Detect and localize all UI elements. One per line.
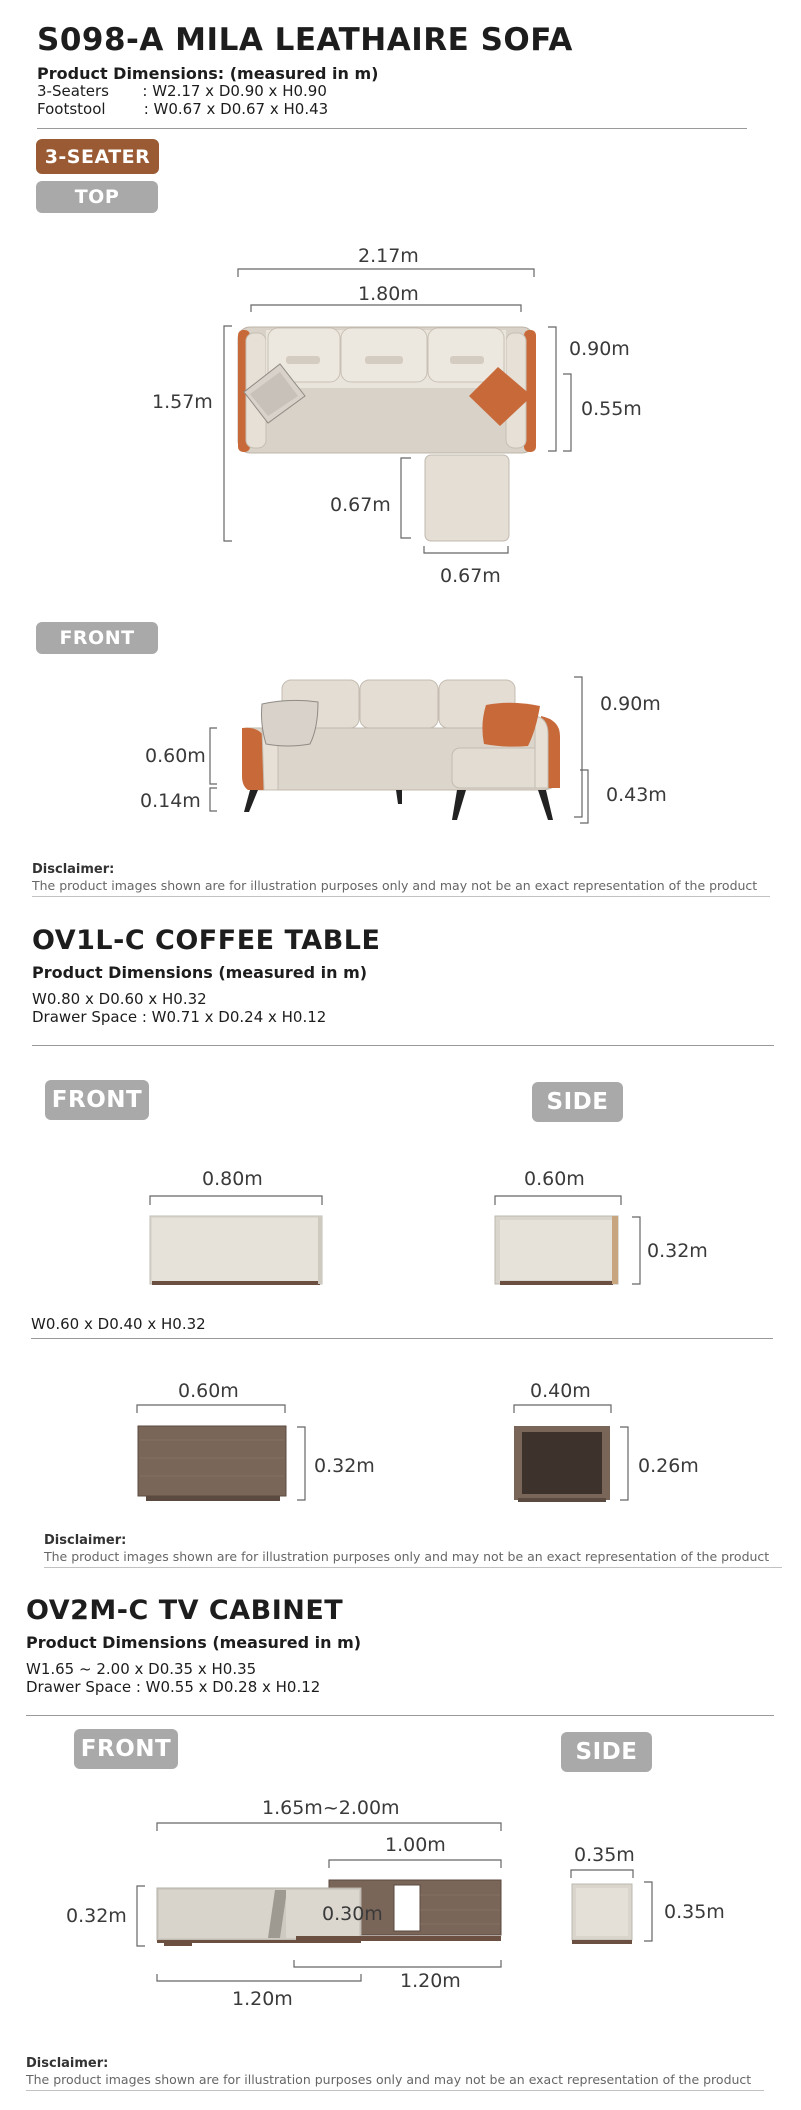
disclaimer-title: Disclaimer:	[44, 1533, 127, 1548]
coffee-table-small-spec: W0.60 x D0.40 x H0.32	[31, 1315, 206, 1333]
dim-tv-inner-height: 0.30m	[322, 1903, 383, 1925]
disclaimer-title: Disclaimer:	[32, 862, 115, 877]
view-label-side: SIDE	[561, 1732, 652, 1772]
dim-tv-lower-left: 1.20m	[232, 1988, 293, 2010]
view-label-top: TOP	[36, 181, 158, 213]
dim-tv-lower-right: 1.20m	[400, 1970, 461, 1992]
dim-total-width: 2.17m	[358, 245, 419, 267]
dim-tv-width-range: 1.65m~2.00m	[262, 1797, 400, 1819]
dim-tv-upper-width: 1.00m	[385, 1834, 446, 1856]
disclaimer-text: The product images shown are for illustration purposes only and may not be an exact representation of the product	[44, 1549, 770, 1564]
dim-coffee-table-width: 0.80m	[202, 1168, 263, 1190]
view-label-front: FRONT	[36, 622, 158, 654]
dim-sofa-depth: 0.90m	[569, 338, 630, 360]
dim-inner-width: 1.80m	[358, 283, 419, 305]
dim-tv-side-height: 0.35m	[664, 1901, 725, 1923]
dim-stool-height: 0.43m	[606, 784, 667, 806]
view-label-front: FRONT	[74, 1729, 178, 1769]
dim-leg-height: 0.14m	[140, 790, 201, 812]
divider	[26, 2090, 764, 2091]
coffee-table-title: OV1L-C COFFEE TABLE	[32, 925, 381, 956]
dim-stool-depth: 0.67m	[330, 494, 391, 516]
sofa-dimensions-heading: Product Dimensions: (measured in m)	[37, 64, 379, 83]
sofa-spec-3-seaters: 3-Seaters : W2.17 x D0.90 x H0.90	[37, 82, 327, 100]
dim-tv-height: 0.32m	[66, 1905, 127, 1927]
view-label-side: SIDE	[532, 1082, 623, 1122]
dim-stool-width: 0.67m	[440, 565, 501, 587]
disclaimer-text: The product images shown are for illustration purposes only and may not be an exact representation of the product	[26, 2072, 752, 2087]
dim-coffee-table-height: 0.32m	[647, 1240, 708, 1262]
dim-tv-side-depth: 0.35m	[574, 1844, 635, 1866]
dim-small-table-width: 0.60m	[178, 1380, 239, 1402]
view-label-front: FRONT	[45, 1080, 149, 1120]
coffee-table-spec-size: W0.80 x D0.60 x H0.32	[32, 990, 207, 1008]
dim-small-table-side-height: 0.26m	[638, 1455, 699, 1477]
coffee-table-spec-drawer: Drawer Space : W0.71 x D0.24 x H0.12	[32, 1008, 327, 1026]
dim-arm-height: 0.60m	[145, 745, 206, 767]
coffee-table-dimensions-heading: Product Dimensions (measured in m)	[32, 963, 368, 982]
tv-cabinet-dimensions-heading: Product Dimensions (measured in m)	[26, 1633, 362, 1652]
disclaimer-text: The product images shown are for illustration purposes only and may not be an exact representation of the product	[32, 878, 758, 893]
dim-small-table-depth: 0.40m	[530, 1380, 591, 1402]
dim-small-table-height: 0.32m	[314, 1455, 375, 1477]
tv-cabinet-title: OV2M-C TV CABINET	[26, 1595, 344, 1626]
disclaimer-title: Disclaimer:	[26, 2056, 109, 2071]
dim-front-height: 0.90m	[600, 693, 661, 715]
dim-total-depth: 1.57m	[152, 391, 213, 413]
tv-cabinet-spec-size: W1.65 ~ 2.00 x D0.35 x H0.35	[26, 1660, 257, 1678]
dim-coffee-table-depth: 0.60m	[524, 1168, 585, 1190]
sofa-spec-footstool: Footstool : W0.67 x D0.67 x H0.43	[37, 100, 329, 118]
tv-cabinet-spec-drawer: Drawer Space : W0.55 x D0.28 x H0.12	[26, 1678, 321, 1696]
variant-badge-3-seater[interactable]: 3-SEATER	[36, 139, 159, 174]
dim-seat-depth: 0.55m	[581, 398, 642, 420]
sofa-title: S098-A MILA LEATHAIRE SOFA	[37, 22, 573, 58]
